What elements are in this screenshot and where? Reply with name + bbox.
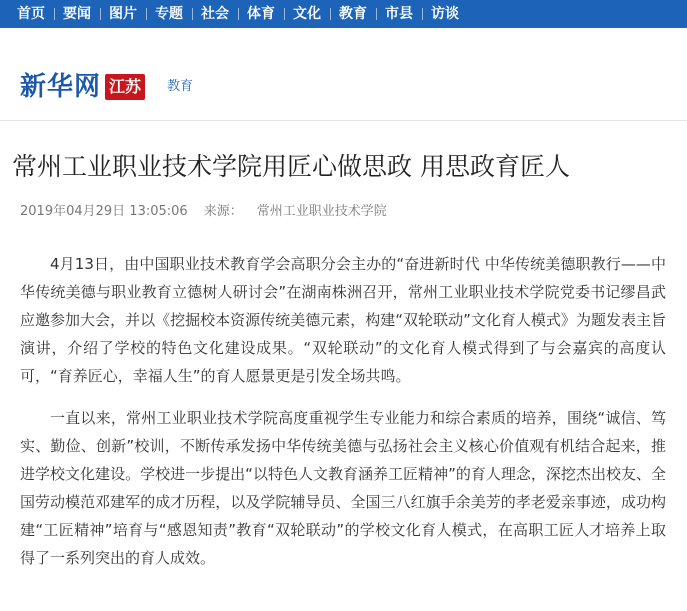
article-meta [20,203,387,221]
nav-item-interviews[interactable]: 访谈 [422,0,468,28]
site-logo[interactable]: 新华网 [20,72,102,102]
article-body [20,250,666,586]
nav-item-culture[interactable]: 文化 [284,0,330,28]
header-divider [0,120,687,121]
top-nav-bar [0,0,687,28]
channel-link-education[interactable]: 教育 [167,79,194,94]
nav-item-cities[interactable]: 市县 [376,0,422,28]
nav-item-home[interactable]: 首页 [17,6,45,22]
nav-item-society[interactable]: 社会 [192,0,238,28]
article-title: 常州工业职业技术学院用匠心做思政 用思政育匠人 [12,152,570,181]
source-name: 常州工业职业技术学院 [256,204,387,219]
source-label: 来源： [203,204,243,219]
nav-item-photos[interactable]: 图片 [100,0,146,28]
nav-item-education[interactable]: 教育 [330,0,376,28]
region-badge[interactable]: 江苏 [105,74,145,100]
article-paragraph: 4月13日，由中国职业技术教育学会高职分会主办的“奋进新时代 中华传统美德职教行——中华传统美德与职业教育立德树人研讨会”在湖南株洲召开，常州工业职业技术学院党委书记缪昌武应邀参加大会，并以《挖掘校本资源传统美德元素，构建“双轮联动”文化育人模式》为题发表主旨演讲，介绍了学校的特色文化建设成果。“双轮联动”的文化育人模式得到了与会嘉宾的高度认可，“育养匠心，幸福人生”的育人愿景更是引发全场共鸣。 [20,255,666,385]
nav-item-sports[interactable]: 体育 [238,0,284,28]
article-paragraph: 一直以来，常州工业职业技术学院高度重视学生专业能力和综合素质的培养，围绕“诚信、笃实、勤俭、创新”校训，不断传承发扬中华传统美德与弘扬社会主义核心价值观有机结合起来，推进学校文化建设。学校进一步提出“以特色人文教育涵养工匠精神”的育人理念，深挖杰出校友、全国劳动模范邓建军的成才历程，以及学院辅导员、全国三八红旗手余美芳的孝老爱亲事迹，成功构建“工匠精神”培育与“感恩知责”教育“双轮联动”的学校文化育人模式，在高职工匠人才培养上取得了一系列突出的育人成效。 [20,409,666,567]
publish-datetime: 2019年04月29日 13:05:06 [20,204,188,219]
site-brand [20,70,193,104]
article-source [204,203,387,221]
nav-item-news[interactable]: 要闻 [54,0,100,28]
nav-item-topics[interactable]: 专题 [146,0,192,28]
